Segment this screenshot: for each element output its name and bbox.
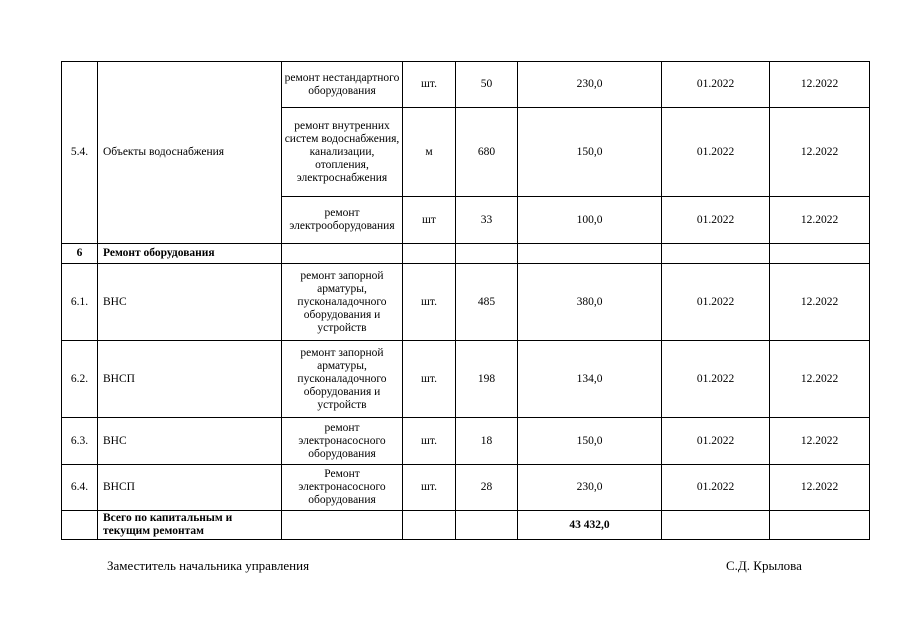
section-row bbox=[62, 244, 870, 264]
quantity: 28 bbox=[456, 465, 518, 511]
table-row bbox=[62, 418, 870, 465]
table-row bbox=[62, 62, 870, 108]
end-date: 12.2022 bbox=[770, 108, 870, 197]
object-name: ВНСП bbox=[98, 341, 282, 418]
unit: шт. bbox=[403, 341, 456, 418]
cost: 380,0 bbox=[518, 264, 662, 341]
end-date: 12.2022 bbox=[770, 341, 870, 418]
section-title: Ремонт оборудования bbox=[98, 244, 282, 264]
total-row bbox=[62, 511, 870, 540]
object-name: ВНСП bbox=[98, 465, 282, 511]
row-number: 6.3. bbox=[62, 418, 98, 465]
quantity: 485 bbox=[456, 264, 518, 341]
start-date: 01.2022 bbox=[662, 62, 770, 108]
row-number: 6.1. bbox=[62, 264, 98, 341]
end-date: 12.2022 bbox=[770, 418, 870, 465]
cost: 150,0 bbox=[518, 108, 662, 197]
unit: шт. bbox=[403, 418, 456, 465]
end-date: 12.2022 bbox=[770, 197, 870, 244]
repair-table bbox=[61, 61, 870, 540]
unit: шт. bbox=[403, 465, 456, 511]
work-description: ремонт электронасосного оборудования bbox=[282, 418, 403, 465]
table-row bbox=[62, 465, 870, 511]
unit: шт bbox=[403, 197, 456, 244]
quantity: 18 bbox=[456, 418, 518, 465]
unit: шт. bbox=[403, 62, 456, 108]
start-date: 01.2022 bbox=[662, 264, 770, 341]
unit: шт. bbox=[403, 264, 456, 341]
start-date: 01.2022 bbox=[662, 108, 770, 197]
signatory-name: С.Д. Крылова bbox=[726, 558, 802, 573]
table-row bbox=[62, 341, 870, 418]
work-description: ремонт внутренних систем водоснабжения, канализации, отопления, электроснабжения bbox=[282, 108, 403, 197]
end-date: 12.2022 bbox=[770, 62, 870, 108]
work-description: ремонт электрооборудования bbox=[282, 197, 403, 244]
cost: 150,0 bbox=[518, 418, 662, 465]
unit: м bbox=[403, 108, 456, 197]
object-name: Объекты водоснабжения bbox=[98, 62, 282, 244]
row-number: 6.2. bbox=[62, 341, 98, 418]
start-date: 01.2022 bbox=[662, 465, 770, 511]
work-description: Ремонт электронасосного оборудования bbox=[282, 465, 403, 511]
end-date: 12.2022 bbox=[770, 264, 870, 341]
work-description: ремонт нестандартного оборудования bbox=[282, 62, 403, 108]
row-number: 6.4. bbox=[62, 465, 98, 511]
object-name: ВНС bbox=[98, 264, 282, 341]
quantity: 33 bbox=[456, 197, 518, 244]
table-row bbox=[62, 264, 870, 341]
quantity: 198 bbox=[456, 341, 518, 418]
row-number: 5.4. bbox=[62, 62, 98, 244]
section-number: 6 bbox=[62, 244, 98, 264]
work-description: ремонт запорной арматуры, пусконаладочного оборудования и устройств bbox=[282, 264, 403, 341]
cost: 100,0 bbox=[518, 197, 662, 244]
signatory-position: Заместитель начальника управления bbox=[107, 558, 310, 573]
object-name: ВНС bbox=[98, 418, 282, 465]
total-cost: 43 432,0 bbox=[518, 511, 662, 540]
cost: 230,0 bbox=[518, 465, 662, 511]
start-date: 01.2022 bbox=[662, 197, 770, 244]
quantity: 680 bbox=[456, 108, 518, 197]
end-date: 12.2022 bbox=[770, 465, 870, 511]
quantity: 50 bbox=[456, 62, 518, 108]
cost: 230,0 bbox=[518, 62, 662, 108]
work-description: ремонт запорной арматуры, пусконаладочного оборудования и устройств bbox=[282, 341, 403, 418]
cost: 134,0 bbox=[518, 341, 662, 418]
start-date: 01.2022 bbox=[662, 341, 770, 418]
total-label: Всего по капитальным и текущим ремонтам bbox=[98, 511, 282, 540]
start-date: 01.2022 bbox=[662, 418, 770, 465]
